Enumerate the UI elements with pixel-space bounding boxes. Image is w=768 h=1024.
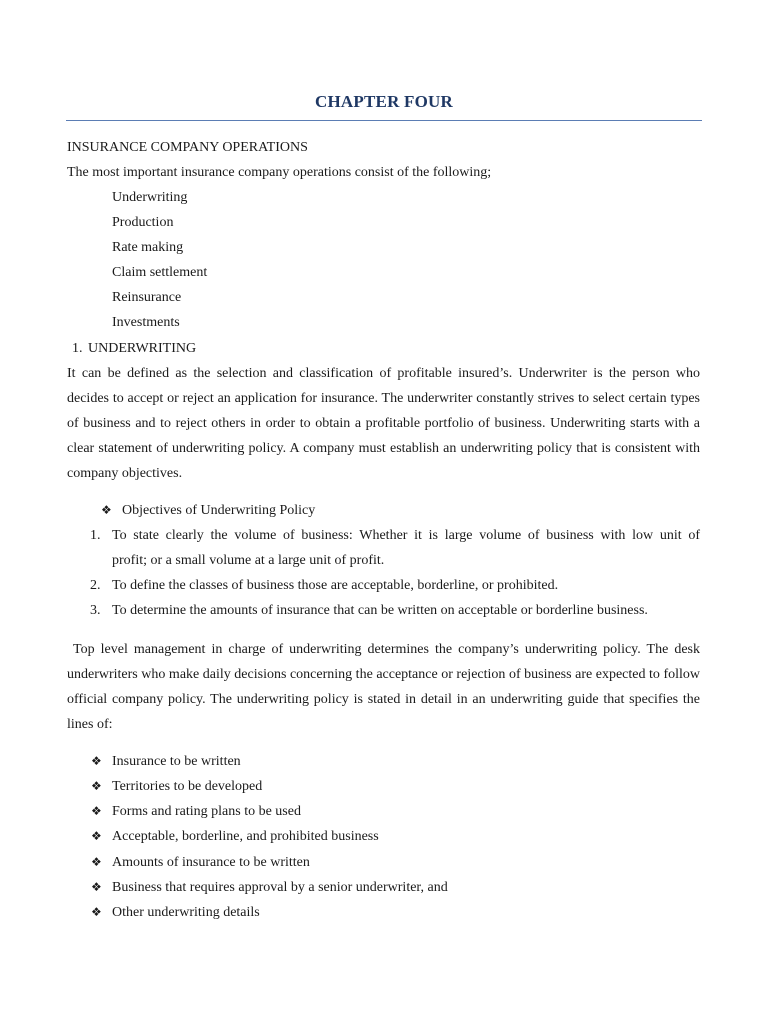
underwriting-definition: [67, 361, 700, 486]
operation-item: Production: [112, 215, 174, 230]
operation-item: Investments: [112, 315, 180, 330]
diamond-bullet-icon: ❖: [91, 880, 102, 894]
diamond-bullet-icon: ❖: [91, 905, 102, 919]
objective-continuation: profit; or a small volume at a large unit of profit.: [112, 553, 385, 568]
operation-item: Underwriting: [112, 190, 188, 205]
objective-number: 2.: [90, 578, 101, 593]
title-divider: [66, 120, 702, 121]
guide-item: Business that requires approval by a senior underwriter, and: [112, 880, 448, 895]
objective-number: 3.: [90, 603, 101, 618]
diamond-bullet-icon: ❖: [91, 754, 102, 768]
guide-item: Territories to be developed: [112, 779, 263, 794]
guide-item: Amounts of insurance to be written: [112, 855, 310, 870]
objective-item: [112, 523, 700, 548]
underwriting-number: 1.: [72, 341, 83, 356]
chapter-title: CHAPTER FOUR: [315, 92, 453, 111]
objective-number: 1.: [90, 528, 101, 543]
objective-item: To determine the amounts of insurance that can be written on acceptable or borderline business.: [112, 603, 648, 618]
objective-item: To define the classes of business those are acceptable, borderline, or prohibited.: [112, 578, 559, 593]
diamond-bullet-icon: ❖: [91, 779, 102, 793]
diamond-bullet-icon: ❖: [91, 855, 102, 869]
guide-item: Acceptable, borderline, and prohibited business: [112, 829, 379, 844]
section-intro: The most important insurance company operations consist of the following;: [67, 165, 492, 180]
section-heading: INSURANCE COMPANY OPERATIONS: [67, 140, 308, 155]
guide-item: Forms and rating plans to be used: [112, 804, 301, 819]
diamond-bullet-icon: ❖: [91, 804, 102, 818]
policy-paragraph: [67, 637, 704, 737]
operation-item: Rate making: [112, 240, 184, 255]
operation-item: Claim settlement: [112, 265, 208, 280]
diamond-bullet-icon: ❖: [101, 503, 112, 517]
policy-text: Top level management in charge of underwriting determines the company’s underwriting policy. The desk underwriters who make daily decisions concerning the acceptance or rejection of business are expected to follow official company policy. The underwriting policy is stated in detail in an underwriting guide that specifies the lines of:: [67, 642, 704, 732]
diamond-bullet-icon: ❖: [91, 829, 102, 843]
objectives-heading: Objectives of Underwriting Policy: [122, 503, 316, 518]
objective-text: To state clearly the volume of business: Whether it is large volume of business with low unit of: [112, 528, 700, 543]
guide-item: Other underwriting details: [112, 905, 260, 920]
definition-text: It can be defined as the selection and classification of profitable insured’s. Underwriter is the person who decides to accept or reject an application for insurance. The underwriter constantly strives to select certain types of business and to reject others in order to obtain a profitable portfolio of business. Underwriting starts with a clear statement of underwriting policy. A company must establish an underwriting policy that is consistent with company objectives.: [67, 366, 700, 481]
guide-item: Insurance to be written: [112, 754, 241, 769]
operation-item: Reinsurance: [112, 290, 182, 305]
underwriting-heading: UNDERWRITING: [88, 341, 197, 356]
